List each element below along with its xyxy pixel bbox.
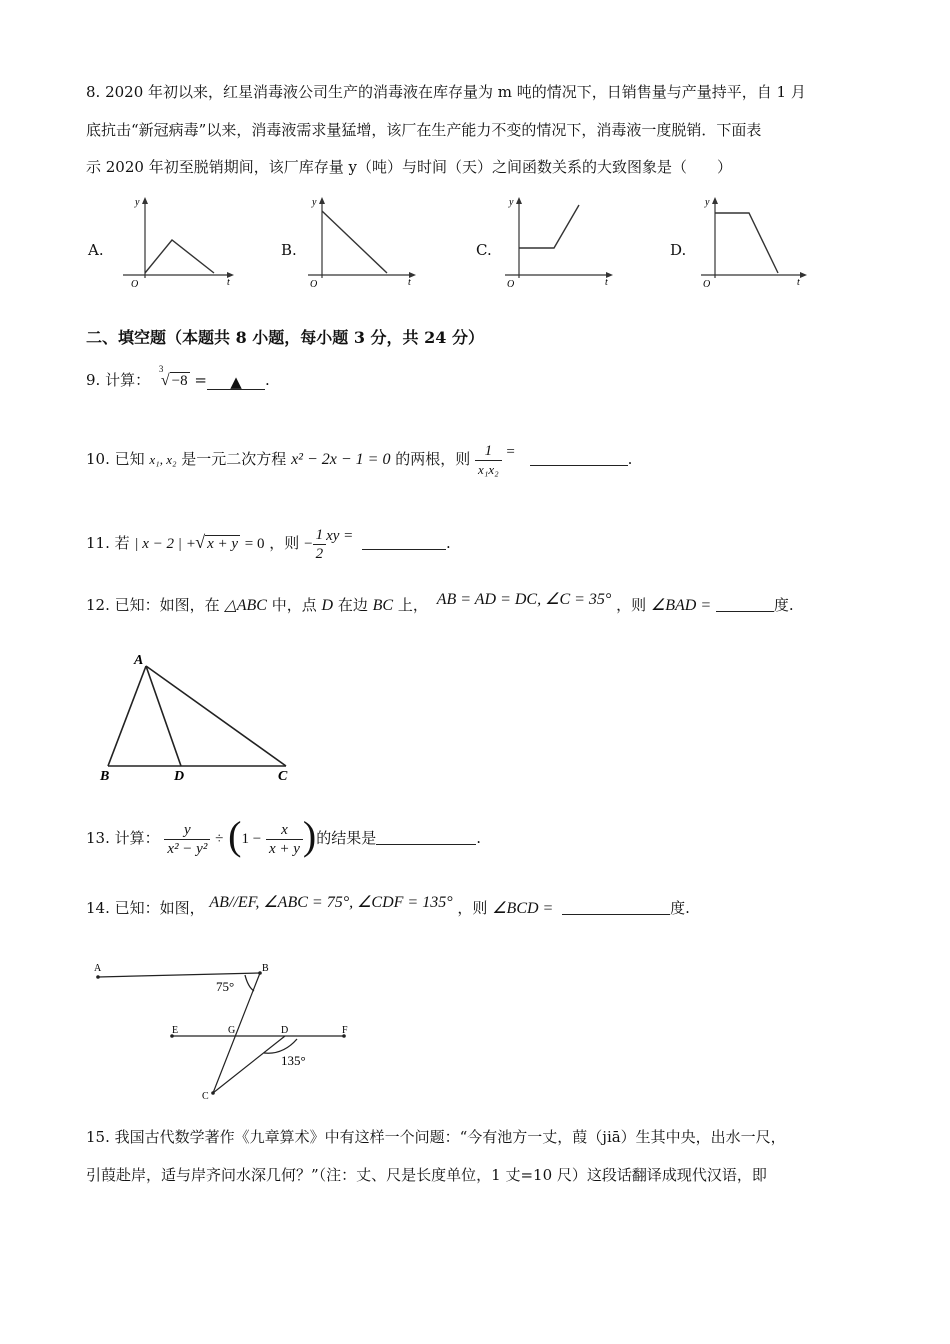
q10-vars: x₁, x₂ <box>149 452 177 467</box>
q14-label-c: C <box>202 1091 209 1102</box>
q14-figure <box>88 955 368 1105</box>
option-d-label[interactable]: D. <box>670 241 687 259</box>
option-a-origin: O <box>131 279 139 290</box>
q12-label-d: D <box>174 769 185 783</box>
q12-label-b: B <box>100 769 110 783</box>
q9-prefix: 9. 计算： <box>86 371 151 389</box>
q8-line-3: 示 2020 年初至脱销期间，该厂库存量 y（吨）与时间（天）之间函数关系的大致图象是（ ） <box>86 158 732 176</box>
q8-line-1: 8. 2020 年初以来，红星消毒液公司生产的消毒液在库存量为 m 吨的情况下，日销售量与产量持平，自 1 月 <box>86 83 806 101</box>
q8-line-2: 底抗击“新冠病毒”以来，消毒液需求量猛增，该厂在生产能力不变的情况下，消毒液一度脱销．下面表 <box>86 121 762 139</box>
q9-answer-blank[interactable] <box>207 375 265 390</box>
q13: 13. 计算： $\frac{y}{\text{x² − y²}}$ ÷ (1 − $\frac{x}{x + y}$ )的结果是 . <box>86 813 482 858</box>
q10-answer-blank[interactable] <box>530 451 628 466</box>
option-d-y-label: y <box>705 197 710 208</box>
q13-fraction-2: $\frac{x}{x + y}$ <box>266 821 303 858</box>
option-d-origin: O <box>703 279 711 290</box>
option-c-graph[interactable] <box>497 193 622 293</box>
option-d-t-label: t <box>797 277 800 288</box>
q14-condition: AB//EF, ∠ABC = 75°, ∠CDF = 135° <box>209 894 453 911</box>
q10-equation: x² − 2x − 1 = 0 <box>291 451 391 468</box>
q14-label-g: G <box>228 1025 236 1036</box>
q14-answer-blank[interactable] <box>562 900 670 915</box>
q9-cube-root: 3 √ −8 <box>158 364 188 389</box>
q13-right-paren: ) <box>302 813 317 858</box>
option-b-graph[interactable] <box>300 193 425 293</box>
q10: 10. 已知 x₁, x₂ 是一元二次方程 x² − 2x − 1 = 0 的两根，则 $\frac{1}{\text{x₁x₂}}$ = . <box>86 442 633 477</box>
option-c-y-label: y <box>509 197 514 208</box>
q11-sqrt-sign: √ <box>195 532 206 552</box>
q14-angle-arc-135 <box>264 1039 297 1053</box>
option-c-t-label: t <box>605 277 608 288</box>
q13-answer-blank[interactable] <box>376 830 476 845</box>
q14-label-a: A <box>94 963 102 974</box>
q11-answer-blank[interactable] <box>362 535 446 550</box>
q13-left-paren: ( <box>228 813 242 858</box>
q12: 12. 已知：如图，在 △ABC 中，点 D 在边 BC 上， AB = AD = DC, ∠C = 35° ，则 ∠BAD = 度. <box>86 591 794 614</box>
q11-radicand: x + y <box>207 536 239 552</box>
option-a-y-label: y <box>135 197 140 208</box>
q14-label-d: D <box>281 1025 289 1036</box>
q14: 14. 已知：如图， AB//EF, ∠ABC = 75°, ∠CDF = 135° ，则 ∠BCD = 度. <box>86 894 690 917</box>
option-b-label[interactable]: B. <box>281 241 297 259</box>
q9: 9. 计算： 3 √ −8 = ▲ . <box>86 364 270 391</box>
option-b-t-label: t <box>408 277 411 288</box>
q12-triangle: △ABC <box>224 597 267 614</box>
q14-line-ab <box>98 973 260 977</box>
option-a-label[interactable]: A. <box>88 241 104 259</box>
q12-figure <box>96 648 296 783</box>
option-d-graph[interactable] <box>693 193 818 293</box>
q12-segment-ac <box>146 666 286 766</box>
q11-fraction: $\frac{1}{2}$ <box>313 526 327 563</box>
q15-line-1: 15. 我国古代数学著作《九章算术》中有这样一个问题：“今有池方一丈，葭（jiā）生其中央，出水一尺， <box>86 1128 786 1146</box>
q15-line-2: 引葭赴岸，适与岸齐问水深几何？”（注：丈、尺是长度单位，1 丈=10 尺）这段话翻译成现代汉语，即 <box>86 1166 767 1184</box>
option-c-label[interactable]: C. <box>476 241 492 259</box>
q14-label-e: E <box>172 1025 179 1036</box>
q14-label-b: B <box>262 963 269 974</box>
option-c-origin: O <box>507 279 515 290</box>
q14-angle-135: 135° <box>281 1053 306 1068</box>
q14-angle-arc-75 <box>245 975 254 991</box>
option-a-graph[interactable] <box>115 193 240 293</box>
section-2-heading: 二、填空题（本题共 8 小题，每小题 3 分，共 24 分） <box>86 328 484 347</box>
q12-answer-blank[interactable] <box>716 597 774 612</box>
q12-segment-ad <box>146 666 181 766</box>
q10-fraction: $\frac{1}{\text{x₁x₂}}$ <box>475 442 502 479</box>
q12-label-c: C <box>278 769 288 783</box>
q12-label-a: A <box>134 653 144 668</box>
option-a-t-label: t <box>227 277 230 288</box>
q11-abs: | x − 2 | <box>134 536 182 552</box>
q9-equals: = <box>194 371 207 389</box>
option-b-y-label: y <box>312 197 317 208</box>
q11: 11. 若 | x − 2 | +√ x + y = 0 ，则 − $\frac{1}{2}$ xy = . <box>86 526 451 562</box>
q12-segment-ab <box>108 666 146 766</box>
q14-label-f: F <box>342 1025 348 1036</box>
q9-triangle-marker: ▲ <box>230 373 242 391</box>
q13-fraction-1: $\frac{y}{\text{x² − y²}}$ <box>164 821 210 858</box>
q12-condition: AB = AD = DC, ∠C = 35° <box>436 591 612 608</box>
q14-angle-75: 75° <box>216 979 235 994</box>
option-b-origin: O <box>310 279 318 290</box>
